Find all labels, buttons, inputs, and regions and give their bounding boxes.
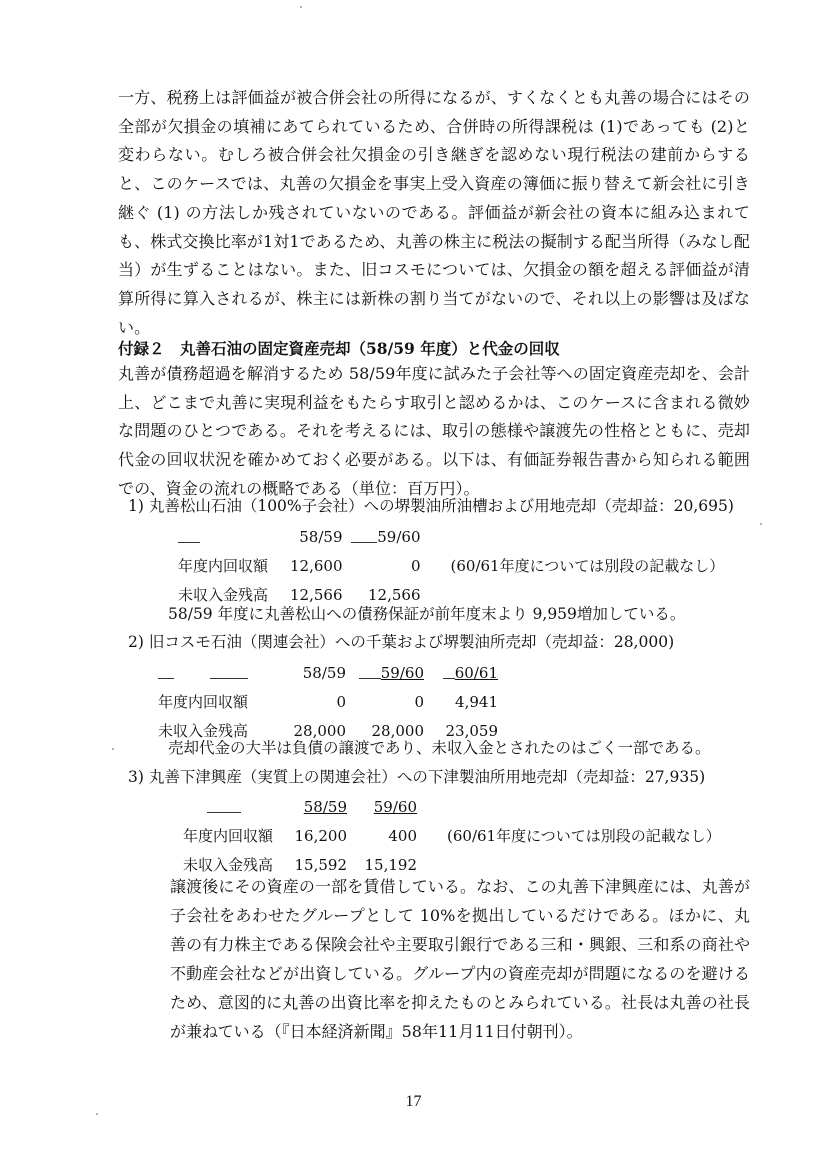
row-remark: (60/61年度については別段の記載なし） [450, 557, 725, 575]
column-header: 59/60 [346, 658, 424, 687]
item-1-title: 1) 丸善松山石油（100%子会社）への堺製油所油槽および用地売却（売却益：20,695) [128, 497, 734, 515]
item-2-table [158, 658, 498, 745]
row-remark: (60/61年度については別段の記載なし） [447, 827, 721, 845]
row-label: 年度内回収額 [158, 693, 249, 711]
column-header: 58/59 [299, 527, 343, 546]
column-header: 58/59 [303, 797, 347, 816]
table-cell: 12,566 [290, 585, 343, 604]
table-cell: 0 [410, 556, 421, 575]
table-cell: 4,941 [455, 692, 498, 711]
item-1-note: 58/59 年度に丸善松山への債務保証が前年度末より 9,959増加している。 [168, 605, 686, 623]
item-1-table [178, 522, 724, 609]
item-3-title: 3) 丸善下津興産（実質上の関連会社）への下津製油所用地売却（売却益：27,935) [128, 768, 706, 786]
column-header: 60/61 [424, 658, 498, 687]
table-cell: 23,059 [445, 721, 498, 740]
table-cell: 15,192 [364, 855, 417, 874]
table-row [183, 821, 721, 850]
row-label: 未収入金残高 [178, 586, 269, 604]
paragraph-tax-treatment: 一方、税務上は評価益が被合併会社の所得になるが、すくなくとも丸善の場合にはその全部が欠損金の填補にあてられているため、合併時の所得課税は (1)であっても (2)と変わらない。むしろ被合併会社欠損金の引き継ぎを認めない現行税法の建前からすると、このケースでは、丸善の欠損金を事実上受入資産の簿価に振り替えて新会社に引き継ぐ (1) の方法しか残されていないのである。評価益が新会社の資本に組み込まれても、株式交換比率が1対1であるため、丸善の株主に税法の擬制する配当所得（みなし配当）が生ずることはない。また、旧コスモについては、欠損金の額を超える評価益が清算所得に算入されるが、株主には新株の割り当てがないので、それ以上の影響は及ばない。 [118, 88, 750, 337]
appendix-2-heading: 付録２ 丸善石油の固定資産売却（58/59 年度）と代金の回収 [118, 339, 560, 358]
row-label: 未収入金残高 [183, 856, 274, 874]
scan-speck [112, 748, 114, 750]
table-cell: 28,000 [293, 721, 346, 740]
column-header: 58/59 [302, 663, 346, 682]
table-cell: 16,200 [294, 826, 347, 845]
table-cell: 400 [388, 826, 417, 845]
paragraph-shimotsu-kosan: 譲渡後にその資産の一部を賃借している。なお、この丸善下津興産には、丸善が子会社をあわせたグループとして 10%を拠出しているだけである。ほかに、丸善の有力株主である保険会社や主要取引銀行である三和・興銀、三和系の商社や不動産会社などが出資している。グループ内の資産売却が問題になるのを避けるため、意図的に丸善の出資比率を抑えたものとみられている。社長は丸善の社長が兼ねている（『日本経済新聞』58年11月11日付朝刊）。 [170, 877, 750, 1041]
table-cell: 28,000 [371, 721, 424, 740]
table-cell: 0 [336, 692, 346, 711]
table-cell: 12,566 [368, 585, 421, 604]
row-label: 年度内回収額 [183, 827, 274, 845]
table-cell: 12,600 [290, 556, 343, 575]
page-number: 17 [405, 1093, 422, 1110]
column-header: 59/60 [343, 522, 421, 551]
row-label: 年度内回収額 [178, 557, 269, 575]
scan-speck [96, 1113, 98, 1115]
table-header-row [178, 522, 724, 551]
item-3-table [183, 792, 721, 879]
table-header-row [183, 792, 721, 821]
item-2-note: 売却代金の大半は負債の譲渡であり、未収入金とされたのはごく一部である。 [168, 739, 711, 757]
table-cell: 0 [414, 692, 424, 711]
item-2-title: 2) 旧コスモ石油（関連会社）への千葉および堺製油所売却（売却益：28,000) [128, 633, 675, 651]
table-header-row [158, 658, 498, 687]
table-row [158, 687, 498, 716]
column-header: 59/60 [373, 797, 417, 816]
table-row [178, 551, 724, 580]
paragraph-asset-sales-intro: 丸善が債務超過を解消するため 58/59年度に試みた子会社等への固定資産売却を、会計上、どこまで丸善に実現利益をもたらす取引と認めるかは、このケースに含まれる微妙な問題のひとつである。それを考えるには、取引の態様や譲渡先の性格とともに、売却代金の回収状況を確かめておく必要がある。以下は、有価証券報告書から知られる範囲での、資金の流れの概略である（単位：百万円）。 [118, 364, 750, 498]
scan-speck [760, 523, 762, 525]
scan-speck [300, 6, 302, 8]
row-label: 未収入金残高 [158, 722, 249, 740]
table-cell: 15,592 [294, 855, 347, 874]
